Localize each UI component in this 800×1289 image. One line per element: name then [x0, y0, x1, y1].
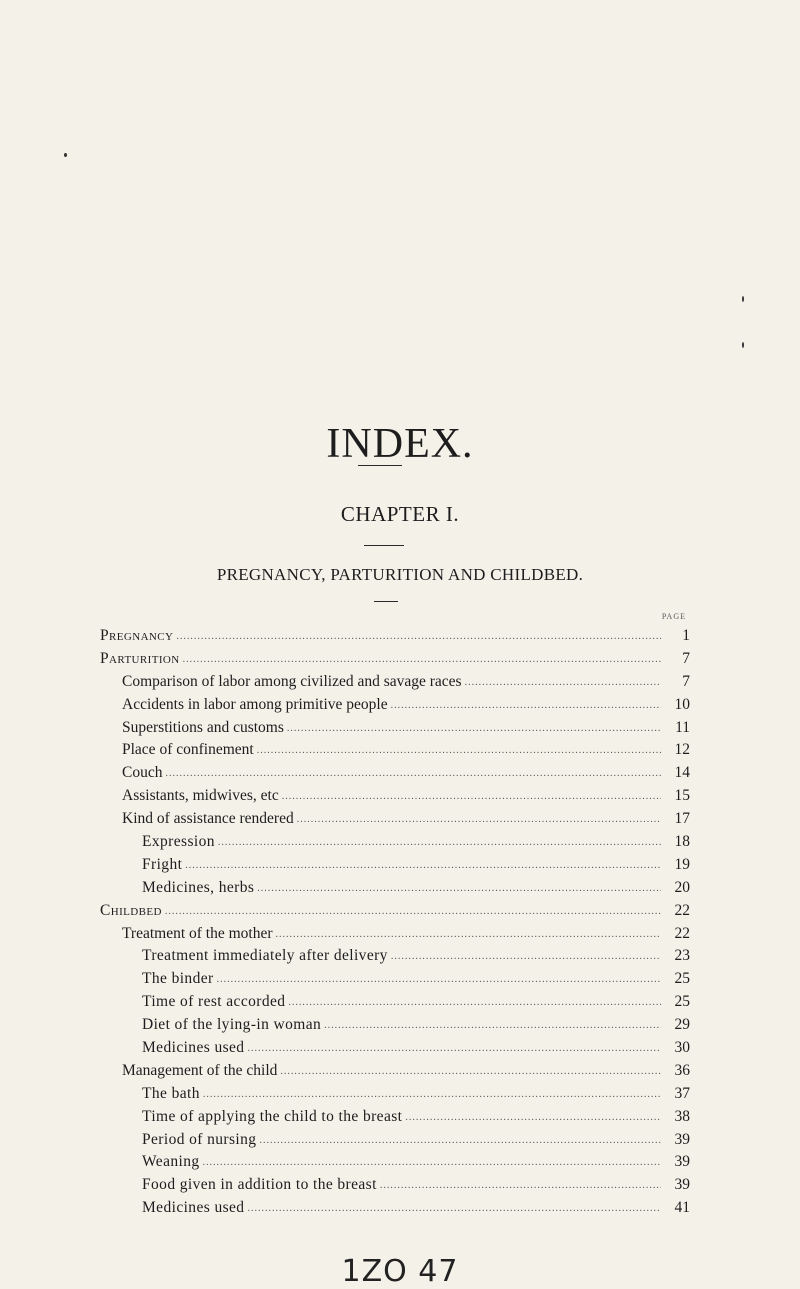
index-entry [100, 1176, 690, 1199]
index-entry-page: 39 [674, 1130, 690, 1148]
index-entry-label: Couch [122, 764, 163, 782]
index-entry-label: Weaning [142, 1153, 200, 1171]
dot-leader [257, 883, 661, 894]
index-entry-page: 11 [675, 718, 690, 736]
dot-leader [288, 997, 661, 1008]
index-entry-label: Medicines used [142, 1199, 245, 1217]
index-entry-label: Medicines, herbs [142, 878, 255, 896]
index-entry-page: 14 [674, 764, 690, 782]
index-entry [100, 1062, 690, 1085]
dot-leader [185, 860, 661, 871]
dot-leader [259, 1135, 661, 1146]
index-entry [100, 719, 690, 742]
index-entry [100, 1108, 690, 1131]
index-entry-label: Treatment of the mother [122, 924, 273, 942]
index-entry-page: 38 [674, 1107, 690, 1125]
index-entry [100, 627, 690, 650]
index-entry-label: Management of the child [122, 1061, 278, 1079]
dot-leader [247, 1203, 661, 1214]
dot-leader [280, 1066, 661, 1077]
page-column-label: PAGE [661, 612, 686, 621]
index-entry-label: Fright [142, 855, 183, 873]
paper-speck [64, 153, 67, 157]
index-entry [100, 696, 690, 719]
dot-leader [165, 906, 661, 917]
dot-leader [465, 677, 661, 688]
paper-speck [742, 296, 744, 302]
index-entry [100, 764, 690, 787]
index-entry-page: 10 [674, 695, 690, 713]
index-entry-page: 29 [674, 1016, 690, 1034]
title-divider [358, 465, 402, 466]
index-entry-label: Time of applying the child to the breast [142, 1107, 403, 1125]
index-entry [100, 1016, 690, 1039]
dot-leader [176, 631, 661, 642]
index-entry-page: 36 [674, 1061, 690, 1079]
subtitle-divider [374, 601, 398, 602]
index-entry-page: 22 [674, 924, 690, 942]
index-entry-label: The bath [142, 1084, 200, 1102]
chapter-divider [364, 545, 404, 546]
index-entry-label: Treatment immediately after delivery [142, 947, 388, 965]
index-entry-page: 41 [674, 1199, 690, 1217]
dot-leader [391, 700, 661, 711]
index-entry-page: 39 [674, 1153, 690, 1171]
dot-leader [276, 929, 661, 940]
index-entry-label: Accidents in labor among primitive people [122, 695, 388, 713]
index-entry-label: Food given in addition to the breast [142, 1176, 377, 1194]
chapter-subtitle: PREGNANCY, PARTURITION AND CHILDBED. [216, 565, 584, 584]
index-entry [100, 1039, 690, 1062]
page-title: INDEX. [326, 421, 474, 468]
index-entry-label: Diet of the lying-in woman [142, 1016, 322, 1034]
dot-leader [380, 1180, 661, 1191]
index-entry-page: 20 [674, 878, 690, 896]
index-entry-page: 22 [674, 901, 690, 919]
index-entry-label: Comparison of labor among civilized and savage races [122, 672, 462, 690]
dot-leader [203, 1089, 661, 1100]
index-entry [100, 810, 690, 833]
dot-leader [257, 745, 661, 756]
index-entry [100, 673, 690, 696]
index-entry-label: Time of rest accorded [142, 993, 286, 1011]
dot-leader [282, 791, 661, 802]
index-entry-label: Period of nursing [142, 1130, 257, 1148]
index-entry [100, 1199, 690, 1222]
dot-leader [247, 1043, 661, 1054]
index-entry-page: 7 [682, 649, 690, 667]
index-entry [100, 787, 690, 810]
index-entry [100, 1131, 690, 1154]
dot-leader [203, 1157, 661, 1168]
index-entry-page: 7 [682, 672, 690, 690]
index-entry-page: 37 [674, 1084, 690, 1102]
index-entry-page: 1 [682, 627, 690, 644]
paper-speck [742, 342, 744, 348]
index-entry-label: Pregnancy [100, 627, 174, 644]
index-entry-page: 15 [674, 787, 690, 805]
index-entry-page: 30 [674, 1039, 690, 1057]
handwritten-note: 1ZO 47 [341, 1254, 459, 1289]
index-entry-label: Medicines used [142, 1039, 245, 1057]
index-entry [100, 970, 690, 993]
dot-leader [287, 723, 661, 734]
dot-leader [405, 1112, 661, 1123]
index-entry [100, 650, 690, 673]
dot-leader [324, 1020, 661, 1031]
dot-leader [183, 654, 661, 665]
index-entry [100, 993, 690, 1016]
index-entry [100, 902, 690, 925]
index-entry [100, 925, 690, 948]
index-entry-page: 23 [674, 947, 690, 965]
index-entry-label: Assistants, midwives, etc [122, 787, 279, 805]
dot-leader [218, 837, 661, 848]
index-entry-page: 12 [674, 741, 690, 759]
index-entry-label: Parturition [100, 649, 180, 667]
dot-leader [217, 974, 661, 985]
index-entry-page: 25 [674, 993, 690, 1011]
index-list [100, 627, 690, 1222]
index-entry [100, 947, 690, 970]
index-entry [100, 741, 690, 764]
chapter-heading: CHAPTER I. [340, 502, 460, 526]
dot-leader [165, 768, 661, 779]
index-entry-page: 39 [674, 1176, 690, 1194]
index-entry-label: Place of confinement [122, 741, 254, 759]
index-entry-label: Kind of assistance rendered [122, 810, 294, 828]
index-entry-label: Childbed [100, 901, 162, 919]
index-entry [100, 856, 690, 879]
dot-leader [391, 951, 661, 962]
index-entry-label: Expression [142, 833, 215, 851]
dot-leader [297, 814, 661, 825]
index-entry [100, 879, 690, 902]
index-entry-page: 19 [674, 855, 690, 873]
index-entry [100, 833, 690, 856]
index-entry-page: 25 [674, 970, 690, 988]
index-entry-label: The binder [142, 970, 214, 988]
index-entry [100, 1153, 690, 1176]
index-entry-label: Superstitions and customs [122, 718, 284, 736]
index-entry-page: 18 [674, 833, 690, 851]
index-entry [100, 1085, 690, 1108]
index-entry-page: 17 [674, 810, 690, 828]
